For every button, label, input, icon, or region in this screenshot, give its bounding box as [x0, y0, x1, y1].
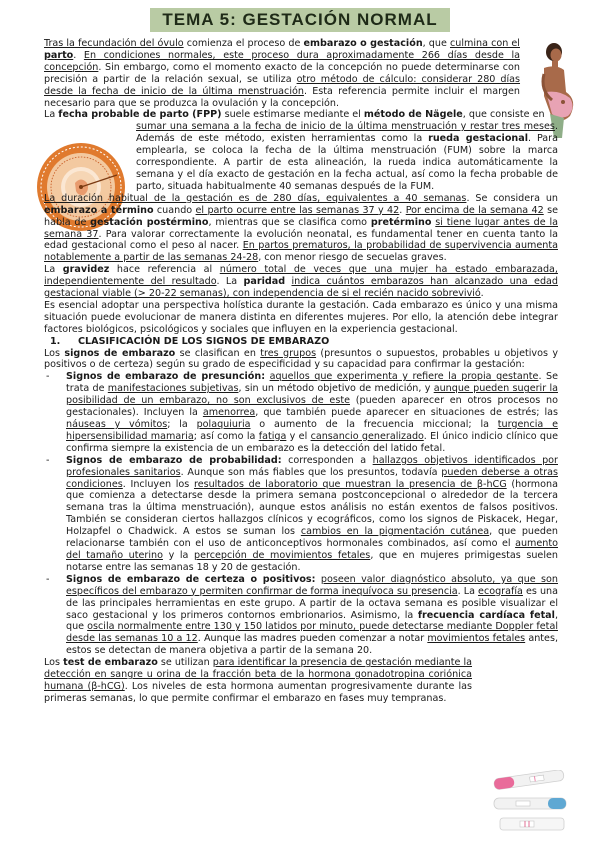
text-span: otro método de cálculo: considerar 280 días desde la fecha de inicio de la última menstruación [44, 73, 521, 97]
paragraph-signs-intro [44, 348, 558, 372]
text-span: aumento del tamaño uterino [66, 538, 558, 561]
paragraph-tests [44, 657, 472, 705]
paragraph-holistic: Es esencial adoptar una perspectiva holística durante la gestación. Cada embarazo es único y una misma situación puede evolucionar de manera distinta en diferentes mujeres. Por ello, la atención debe integrar factores biológicos, psicológicos y sociales que influyen en la experiencia gestacional. [44, 299, 558, 335]
text-span: se utilizan [157, 657, 213, 669]
text-span: turgencia e hipersensibilidad mamaria [66, 419, 558, 442]
text-span: En condiciones normales, este proceso dura aproximadamente 266 días desde la concepción [44, 49, 520, 73]
text-span: , con menor riesgo de secuelas graves. [258, 252, 447, 264]
text-span: . Se trata de [66, 371, 558, 395]
signs-list [44, 371, 558, 657]
section-number: 1. [50, 335, 61, 347]
paragraph-fpp-indented [136, 121, 558, 192]
text-span: (hormona que comienza a detectarse desde la primera semana postconcepcional o alrededor de la tercera semana tras la última menstruación), aunque estos análisis no están exentos de falsos positivos. También se consideran ciertos hallazgos clínicos y ecográficos, como los signos de Piskacek, Hegar, Holzapfel o Chadwick. A estos se suman los [66, 478, 558, 538]
text-span: rueda gestacional [428, 133, 529, 145]
list-bullet: - [46, 454, 50, 466]
paragraph-intro [44, 38, 520, 109]
text-span: , que también puede aparecer en situaciones de estrés; las [255, 407, 558, 419]
text-span: La [44, 109, 59, 121]
text-span: embarazo o gestación [303, 38, 423, 49]
text-span: Signos de embarazo de certeza o positivos: [66, 573, 316, 585]
text-span: fecha probable de parto (FPP) [58, 109, 222, 121]
text-span: comienza el proceso de [183, 38, 304, 49]
text-span: manifestaciones subjetivas [107, 383, 239, 395]
text-span: sumar una semana a la fecha de inicio de la última menstruación y restar tres meses [136, 121, 555, 133]
section-title: CLASIFICACIÓN DE LOS SIGNOS DE EMBARAZO [78, 335, 330, 347]
text-span: se habla de [44, 204, 558, 228]
text-span: La [44, 264, 63, 276]
text-span: ecografía [478, 585, 523, 597]
text-span: ; así como la [193, 430, 259, 442]
text-span: . [399, 204, 406, 216]
text-span: . Los niveles de esta hormona aumentan progresivamente durante las primeras semanas, lo que permite confirmar el embarazo en fases muy tempranas. [44, 680, 472, 704]
text-span: o aumento de la frecuencia miccional; la [250, 419, 498, 430]
text-span: si tiene lugar antes de la semana 37 [44, 216, 558, 240]
text-span: para identificar la presencia de gestación mediante la detección en sangre u orina de la fracción beta de la hormona gonadotropina coriónica humana (β-hCG) [44, 657, 473, 692]
text-span: parto [44, 49, 74, 61]
text-span: . Para valorar correctamente la evolución neonatal, es fundamental tener en cuenta tanto la edad gestacional como el peso al nacer. [44, 228, 558, 252]
text-span: La duración habitual de la gestación es de 280 días, equivalentes a 40 semanas [44, 192, 467, 204]
text-span: Los [44, 657, 64, 669]
text-span: . Incluyen los [122, 478, 194, 490]
text-span: (pueden aparecer en otros procesos no gestacionales). Incluyen la [66, 395, 558, 419]
section-heading [44, 336, 558, 348]
paragraph-duration [44, 193, 558, 264]
list-bullet: - [46, 371, 50, 383]
text-span: fatiga [258, 430, 287, 442]
document-body [44, 38, 558, 705]
text-span: y el [286, 430, 311, 442]
text-span: se clasifican en [175, 347, 261, 359]
text-span: polaquiuria [196, 419, 251, 430]
text-span: . Sin embargo, como el momento exacto de la concepción no puede determinarse con precisión a partir de la relación sexual, se utiliza [44, 61, 520, 85]
text-span: . [480, 288, 484, 300]
text-span: . [73, 49, 84, 61]
text-span: gestación postérmino [90, 216, 209, 228]
text-span: . El único indicio clínico que confirma siempre la existencia de un embarazo es la detección del latido fetal. [66, 430, 558, 454]
text-span: tres grupos [260, 347, 317, 359]
text-span: , que pueden relacionarse también con el uso de anticonceptivos hormonales combinados, así como el [66, 526, 558, 550]
text-span: oscila normalmente entre 130 y 150 latidos por minuto, puede detectarse mediante Doppler fetal desde las semanas 10 a 12 [66, 621, 558, 645]
text-span: Por encima de la semana 42 [405, 204, 544, 216]
text-span: indica cuántos embarazos han alcanzado una edad gestacional viable (> 20-22 semanas), con independencia de si el recién nacido sobrevivió [44, 276, 558, 300]
text-span: pretérmino [370, 216, 432, 228]
text-span: frecuencia cardíaca fetal [417, 609, 555, 621]
text-span: Signos de embarazo de presunción: [66, 371, 266, 383]
text-span: el parto ocurre entre las semanas 37 y 42 [195, 204, 400, 216]
list-bullet: - [46, 573, 50, 585]
text-span: movimientos fetales [427, 633, 526, 645]
text-span: ; la [167, 419, 197, 430]
text-span: corresponden a [281, 454, 373, 466]
text-span: , sin un método objetivo de medición, y [238, 383, 434, 395]
text-span: hallazgos objetivos identificados por profesionales sanitarios [66, 454, 558, 478]
text-span: gravidez [62, 264, 110, 276]
text-span: signos de embarazo [64, 347, 176, 359]
text-span: Signos de embarazo de probabilidad: [66, 454, 282, 466]
text-span: . Además de este método, existen herramientas como la [136, 121, 558, 145]
text-span: cuando [153, 204, 196, 216]
text-span: , que [422, 38, 450, 49]
text-span: Los [44, 347, 65, 359]
text-span: pueden deberse a otras condiciones [66, 466, 558, 490]
title-bar [0, 8, 600, 32]
text-span: . Para emplearla, se coloca la fecha de la última menstruación (FUM) sobre la marca correspondiente. A partir de esta alineación, la rueda indica automáticamente la semana y el día exacto de gestación en la fecha actual, así como la fecha probable de parto, situada habitualmente 40 semanas después de la FUM. [136, 133, 559, 192]
text-span: . La [216, 276, 244, 288]
text-span: . Se considera un [466, 192, 558, 204]
text-span: náuseas y vómitos [66, 419, 168, 430]
text-span: suele estimarse mediante el [221, 109, 364, 121]
text-span: es una de las principales herramientas en este grupo. A partir de la octava semana es posible visualizar el saco gestacional y los primeros contornos embrionarios. Asimismo, la [66, 585, 558, 621]
text-span: número total de veces que una mujer ha estado embarazada, independientemente del resultado [44, 264, 558, 288]
text-span: aquellos que experimenta y refiere la propia gestante [269, 371, 539, 383]
text-span: y la [162, 549, 194, 561]
text-span: (presuntos o supuestos, probables u objetivos y positivos o de certeza) según su grado de especificidad y su capacidad para confirmar la gestación: [44, 347, 558, 371]
list-item [44, 371, 558, 454]
text-span: . La [457, 585, 479, 597]
text-span: poseen valor diagnóstico absoluto, ya que son específicos del embarazo y permiten confirmar de forma inequívoca su presencia [66, 573, 558, 597]
text-span: cambios en la pigmentación cutánea [300, 526, 490, 538]
text-span: En partos prematuros, la probabilidad de supervivencia aumenta notablemente a partir de las semanas 24-28 [44, 240, 558, 264]
text-span: aunque pueden sugerir la posibilidad de un embarazo, no son exclusivos de este [66, 383, 558, 407]
text-span: Tras la fecundación del óvulo [44, 38, 184, 49]
text-span: , que [66, 609, 558, 633]
text-span: . Esta referencia permite incluir el margen necesario para que se produzca la ovulación y la concepción. [44, 85, 520, 109]
text-span: hace referencia al [109, 264, 220, 276]
pregnancy-tests-illustration [490, 770, 570, 836]
text-span: . Aunque las madres pueden comenzar a notar [197, 633, 428, 645]
text-span: culmina con el [449, 38, 520, 49]
text-span: método de Nägele [363, 109, 463, 121]
page-title: TEMA 5: GESTACIÓN NORMAL [150, 8, 449, 32]
text-span: amenorrea [202, 407, 256, 419]
list-item [44, 574, 558, 657]
text-span: resultados de laboratorio que muestran la presencia de β-hCG [193, 478, 507, 490]
text-span: . Aunque son más fiables que los presuntos, todavía [180, 466, 442, 478]
text-span: paridad [243, 276, 286, 288]
text-span: test de embarazo [63, 657, 158, 669]
text-span: , que en mujeres primigestas suelen notarse entre las semanas 18 y 20 de gestación. [66, 549, 558, 573]
text-span: , que consiste en [462, 109, 545, 121]
text-span: percepción de movimientos fetales [193, 549, 371, 561]
text-span: cansancio generalizado [310, 430, 424, 442]
paragraph-fpp [44, 109, 558, 192]
text-span: embarazo a término [44, 204, 154, 216]
text-span: , mientras que se clasifica como [208, 216, 371, 228]
list-item [44, 455, 558, 574]
text-span: antes, estos se detectan de manera objetiva a partir de la semana 20. [66, 633, 559, 657]
paragraph-gravidez [44, 264, 558, 300]
